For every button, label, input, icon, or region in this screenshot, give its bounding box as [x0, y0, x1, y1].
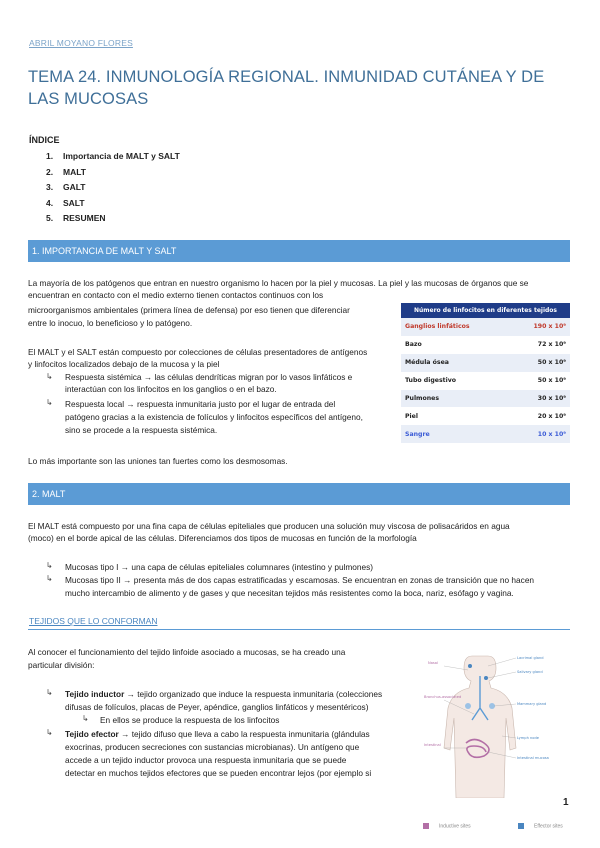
index-item[interactable]: 3. GALT	[46, 182, 86, 192]
s1-bullet-2-line-1: Respuesta local → respuesta inmunitaria justo por el lugar de entrada del	[65, 399, 336, 409]
index-list	[46, 149, 180, 227]
s1-bullet-1-line-1: Respuesta sistémica → las células dendríticas migran por lo vasos linfáticos e	[65, 372, 353, 382]
bullet-arrow-icon: ↳	[46, 398, 53, 407]
bullet-arrow-icon: ↳	[46, 372, 53, 381]
index-item[interactable]: 5. RESUMEN	[46, 213, 106, 223]
table-row	[401, 407, 570, 425]
s2-bullet-1: Mucosas tipo I → una capa de células epiteliales columnares (intestino y pulmones)	[65, 562, 374, 572]
bullet-arrow-icon: ↳	[82, 714, 89, 723]
table-cell-value: 20 x 10⁹	[509, 407, 570, 425]
s1-bullet-2-line-2: patógeno gracias a la existencia de folículos y linfocitos específicos del antígeno,	[65, 412, 363, 422]
table-cell-value: 72 x 10⁹	[509, 336, 570, 354]
legend-swatch-icon	[518, 823, 524, 829]
sub-bullet-2-line-4: detectar en muchos tejidos efectores que se pueden encontrar lejos (por ejemplo si	[65, 768, 372, 778]
diagram-label: Nasal	[428, 661, 438, 665]
table-row	[401, 318, 570, 336]
table-cell-tissue: Tubo digestivo	[401, 372, 509, 390]
s2-paragraph-line-1: El MALT está compuesto por una fina capa de células epiteliales que producen una solución muy viscosa de polisacáridos en agua	[28, 521, 510, 531]
s1-bullet-2-line-3: sino se procede a la respuesta sistémica.	[65, 425, 218, 435]
mucosal-immune-system-diagram	[424, 648, 574, 798]
diagram-label: Bronchus-associated	[424, 695, 462, 699]
diagram-label: Mammary gland	[517, 702, 547, 706]
table-cell-tissue: Pulmones	[401, 390, 509, 408]
diagram-label: Lymph node	[517, 736, 539, 740]
sub-bullet-2-line-2: exocrinas, producen secreciones con sustancias microbianas). Un antígeno que	[65, 742, 360, 752]
page-title: TEMA 24. INMUNOLOGÍA REGIONAL. INMUNIDAD CUTÁNEA Y DE LAS MUCOSAS	[28, 68, 545, 108]
table-cell-value: 30 x 10⁹	[509, 390, 570, 408]
sub-paragraph-line-1: Al conocer el funcionamiento del tejido linfoide asociado a mucosas, se ha creado una	[28, 647, 346, 657]
table-cell-value: 190 x 10⁹	[509, 318, 570, 336]
section-2-heading: 2. MALT	[28, 483, 570, 505]
table-row	[401, 372, 570, 390]
index-item[interactable]: 4. SALT	[46, 197, 85, 208]
sub-bullet-1-sub: En ellos se produce la respuesta de los linfocitos	[100, 715, 280, 725]
diagram-label: Intestinal mucosa	[517, 756, 549, 760]
table-cell-tissue: Ganglios linfáticos	[401, 318, 509, 336]
table-row	[401, 336, 570, 354]
table-row	[401, 390, 570, 408]
index-item[interactable]: 2. MALT	[46, 166, 86, 177]
section-1-heading: 1. IMPORTANCIA DE MALT Y SALT	[28, 240, 570, 262]
sub-bullet-1-line-1: Tejido inductor → tejido organizado que induce la respuesta inmunitaria (colecciones	[65, 689, 383, 699]
table-row	[401, 354, 570, 372]
bullet-arrow-icon: ↳	[46, 728, 53, 737]
s1-paragraph-1-line-4: entre lo inocuo, lo beneficioso y lo patógeno.	[28, 318, 193, 328]
diagram-label: Salivary gland	[517, 670, 543, 674]
s1-bullet-1-line-2: interactúan con los linfocitos en los ganglios o en el bazo.	[65, 384, 277, 394]
bullet-arrow-icon: ↳	[46, 561, 53, 570]
table-header: Número de linfocitos en diferentes tejidos	[401, 303, 570, 318]
subsection-heading: TEJIDOS QUE LO CONFORMAN	[29, 616, 158, 626]
s1-paragraph-1-line-2: encuentran en contacto con el medio externo tienen contactos continuos con los	[28, 290, 324, 300]
footer-legend-inductive: Inductive sites	[423, 823, 471, 833]
s2-bullet-2-line-2: mucho intercambio de alimento y de gases y que necesitan tejidos más resistentes como la boca, nariz, esófago y vagina.	[65, 588, 514, 598]
lacrimal-gland-shape	[468, 664, 472, 668]
subsection-divider	[28, 629, 570, 630]
sub-bullet-2-line-3: accede a un tejido inductor provoca una respuesta inmunitaria que se puede	[65, 755, 347, 765]
s1-paragraph-2-line-2: y linfocitos localizados debajo de la mucosa y la piel	[28, 359, 220, 369]
footer-legend-effector: Effector sites	[518, 823, 563, 833]
index-item[interactable]: 1. Importancia de MALT y SALT	[46, 151, 180, 161]
table-cell-value: 50 x 10⁹	[509, 354, 570, 372]
sub-bullet-1-line-2: difusas de folículos, placas de Peyer, apéndice, ganglios linfáticos y mesentéricos)	[65, 702, 369, 712]
salivary-gland-shape	[484, 676, 488, 680]
s1-paragraph-1-line-3: microorganismos ambientales (primera línea de defensa) por eso tienen que diferenciar	[28, 305, 350, 315]
table-cell-tissue: Piel	[401, 407, 509, 425]
author-name: ABRIL MOYANO FLORES	[29, 38, 133, 48]
diagram-label: Intestinal	[424, 743, 441, 747]
lymphocyte-table	[401, 303, 570, 443]
index-heading: ÍNDICE	[29, 135, 60, 145]
page-number: 1	[563, 797, 569, 808]
sub-paragraph-line-2: particular división:	[28, 660, 95, 670]
bullet-arrow-icon: ↳	[46, 574, 53, 583]
table-cell-value: 10 x 10⁹	[509, 425, 570, 443]
table-cell-tissue: Sangre	[401, 425, 509, 443]
s2-paragraph-line-2: (moco) en el borde apical de las células. Diferenciamos dos tipos de mucosas en función de la morfología	[28, 533, 417, 543]
sub-bullet-2-line-1: Tejido efector → tejido difuso que lleva a cabo la respuesta inmunitaria (glándulas	[65, 729, 370, 739]
table-cell-value: 50 x 10⁹	[509, 372, 570, 390]
s1-paragraph-3: Lo más importante son las uniones tan fuertes como los desmosomas.	[28, 456, 288, 466]
bullet-arrow-icon: ↳	[46, 688, 53, 697]
mammary-gland-shape	[465, 703, 471, 709]
table-cell-tissue: Médula ósea	[401, 354, 509, 372]
legend-swatch-icon	[423, 823, 429, 829]
s1-paragraph-1-line-1: La mayoría de los patógenos que entran en nuestro organismo lo hacen por la piel y mucosas. La piel y las mucosas de órganos que se	[28, 278, 529, 288]
s1-paragraph-2-line-1: El MALT y el SALT están compuesto por colecciones de células presentadores de antígenos	[28, 347, 368, 357]
table-row	[401, 425, 570, 443]
table-cell-tissue: Bazo	[401, 336, 509, 354]
s2-bullet-2-line-1: Mucosas tipo II → presenta más de dos capas estratificadas y escamosas. Se encuentran en zonas de transición que no hacen	[65, 575, 535, 585]
diagram-label: Lacrimal gland	[517, 656, 544, 660]
